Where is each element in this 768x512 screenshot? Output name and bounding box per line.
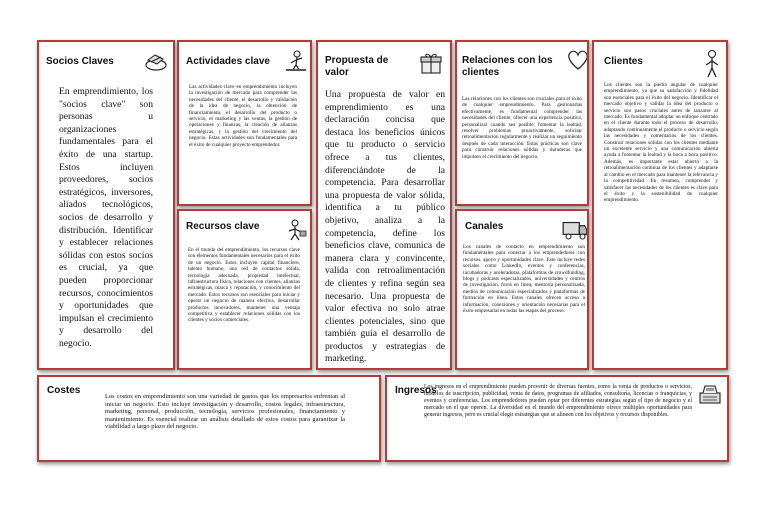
clientes-title: Clientes xyxy=(604,56,643,67)
card-canales xyxy=(455,209,589,370)
socios-text: En emprendimiento, los "socios clave" son personas u organizaciones fundamentales para el éxito de una startup. Estos incluyen proveedores, socios estratégicos, inversores, aliados tecnológicos, socios de desarrollo y distribución. Identificar y establecer relaciones sólidas con estos socios es crucial, ya que pueden proporcionar recursos, conocimientos y oportunidades que impulsan el crecimiento y desarrollo del negocio. xyxy=(59,86,153,349)
truck-icon xyxy=(561,215,589,243)
cash-register-icon xyxy=(697,381,723,407)
card-actividades-clave xyxy=(177,40,312,206)
worker-icon xyxy=(283,48,309,74)
actividades-title: Actividades clave xyxy=(186,56,270,67)
worker-icon xyxy=(283,217,309,243)
costes-text: Los costos en emprendimiento son una variedad de gastos que los empresarios enfrentan al iniciar un negocio. Esto incluye investigación y desarrollo, costos legales, infraestructura, marketing, personal, producción, tecnología, servicios profesionales, financiamiento y mantenimiento. Es esencial realizar un análisis detallado de estos costos para garantizar la viabilidad a largo plazo del negocio. xyxy=(105,393,345,431)
relaciones-title: Relaciones con los clientes xyxy=(462,55,553,78)
actividades-text: Las actividades clave en emprendimiento incluyen la investigación de mercado para comprender las necesidades del cliente, el desarrollo y validación de la idea de negocio, la obtención de financiamiento, el desarrollo del producto o servicio, el marketing y las ventas, la gestión de operaciones y finanzas, la creación de alianzas estratégicas, y la gestión del crecimiento del negocio. Estas actividades son fundamentales para el éxito de cualquier proyecto emprendedor. xyxy=(189,84,297,148)
canales-title: Canales xyxy=(465,221,504,232)
card-recursos-clave xyxy=(177,209,312,370)
ingresos-text: Los ingresos en el emprendimiento pueden provenir de diversas fuentes, como la venta de productos o servicios, modelos de suscripción, publicidad, venta de datos, programas de afiliados, consultoría, licencias o franquicias, y eventos y conferencias. Los emprendedores pueden optar por diferentes estrategias según el tipo de negocio y el mercado en el que operen. La diversidad en el mundo del emprendimiento ofrece múltiples oportunidades para generar ingresos, pero es crucial elegir estrategias que se alineen con los objetivos y recursos disponibles. xyxy=(424,384,692,418)
heart-icon xyxy=(565,47,589,73)
handshake-icon xyxy=(143,48,169,74)
canales-text: Los canales de contacto en emprendimiento son fundamentales para conectar a los emprendedores con recursos, apoyo y oportunidades clave. Esto incluye redes sociales como LinkedIn, eventos y conferencias, incubadoras y aceleradoras, plataformas de crowdfunding, blogs y podcasts especializados, universidades y centros de investigación, foros en línea, mentoría personalizada, medios de comunicación especializados y plataformas de formación en línea. Estos canales ofrecen acceso a información, conexiones y orientación necesarias para el éxito empresarial en todas las etapas del proceso. xyxy=(463,244,585,315)
gift-icon xyxy=(418,50,444,76)
socios-title: Socios Claves xyxy=(46,56,114,67)
clientes-text: Los clientes son la piedra angular de cualquier emprendimiento, ya que su satisfacción y fidelidad son esenciales para el éxito del negocio. Identificar el mercado objetivo y validar la idea del producto o servicio son pasos cruciales antes de lanzarse al mercado. Es fundamental adoptar un enfoque centrado en el cliente durante todo el proceso de desarrollo, adaptando continuamente el producto o servicio según las necesidades y comentarios de los clientes. Construir relaciones sólidas con los clientes mediante un excelente servicio y una comunicación abierta ayuda a fomentar la lealtad y la boca a boca positivo. Además, es importante estar abierto a la retroalimentación continua de los clientes y adaptarse al cambio en el mercado para mantener la relevancia y la competitividad. En resumen, comprender y satisfacer las necesidades de los clientes es clave para el éxito y la sostenibilidad de cualquier emprendimiento. xyxy=(604,82,718,204)
card-costes xyxy=(37,375,381,462)
ingresos-title: Ingresos xyxy=(395,385,437,396)
recursos-title: Recursos clave xyxy=(186,221,260,232)
card-ingresos xyxy=(385,375,729,462)
card-relaciones-clientes xyxy=(455,40,589,206)
costes-title: Costes xyxy=(47,385,81,396)
recursos-text: En el mundo del emprendimiento, los recursos clave son elementos fundamentales necesarios para el éxito de un negocio. Estos incluyen capital financiero, talento humano, una red de contactos sólida, tecnología adecuada, propiedad intelectual, infraestructura física, relaciones con clientes, alianzas estratégicas, marca y reputación, y conocimiento del mercado. Estos recursos son esenciales para iniciar y operar un negocio de manera efectiva, desarrollar productos innovadores, mantener una ventaja competitiva y establecer relaciones sólidas con los clientes y socios comerciales. xyxy=(188,247,300,324)
card-propuesta-de-valor xyxy=(316,40,452,370)
relaciones-text: Las relaciones con los clientes son cruciales para el éxito de cualquier emprendimiento. Para gestionarlas efectivamente, es fundamental comprender las necesidades del cliente, ofrecer una experiencia positiva, personalizar cuando sea posible, fomentar la lealtad, resolver problemas proactivamente, solicitar retroalimentación regularmente y realizar un seguimiento después de cada interacción. Estas prácticas son clave para construir relaciones sólidas y duraderas que impulsen el crecimiento del negocio. xyxy=(462,96,582,160)
card-socios-claves xyxy=(37,40,175,370)
person-icon xyxy=(700,49,724,79)
propuesta-text: Una propuesta de valor en emprendimiento es una declaración concisa que destaca los beneficios únicos que tu producto o servicio ofrece a tus clientes, diferenciándote de la competencia. Para desarrollar una propuesta de valor sólida, identifica a tu público objetivo, analiza a la competencia, define los beneficios clave, comunica de manera clara y convincente, valida con retroalimentación de clientes y refina según sea necesario. Una propuesta de valor efectiva no solo atrae clientes potenciales, sino que también guía el desarrollo de productos y estrategias de marketing. xyxy=(325,89,445,365)
propuesta-title: Propuesta de valor xyxy=(325,55,389,78)
card-clientes xyxy=(592,40,728,370)
